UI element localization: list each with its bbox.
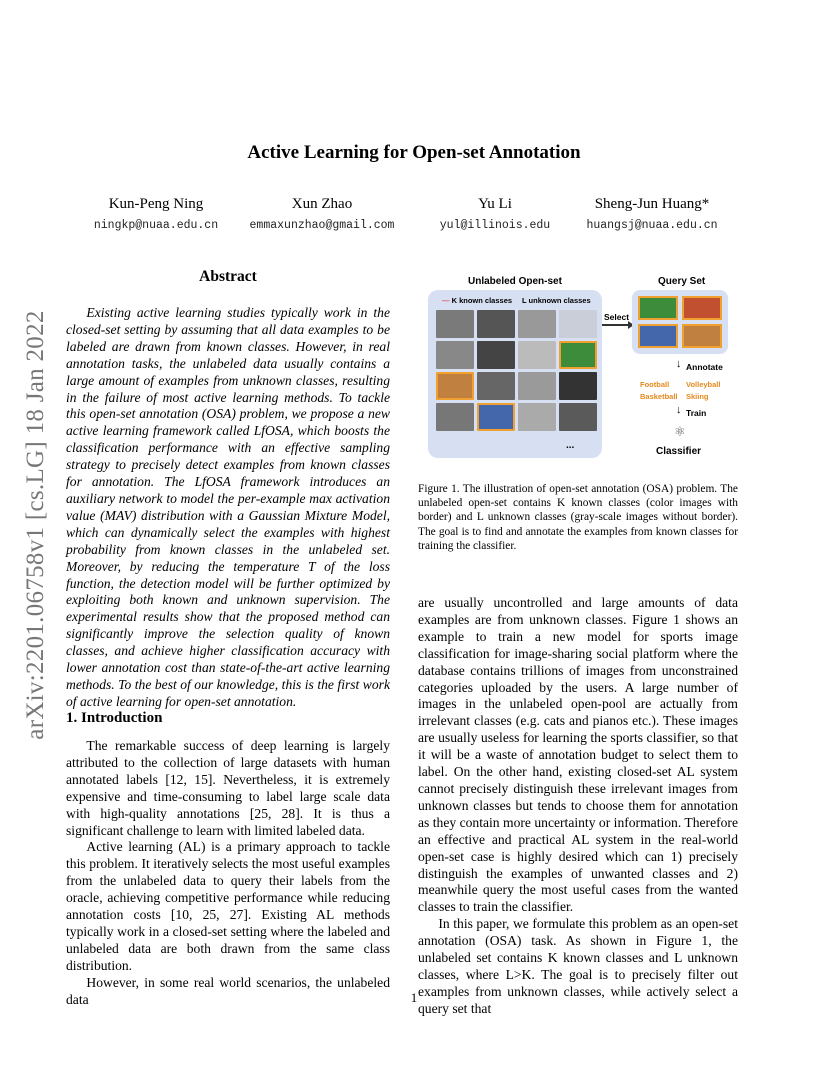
right-paragraph-1: are usually uncontrolled and large amounts of data examples are from unknown classes. Figure 1 shows an example to train a new model for sports image classification for image-sharing social platform where the database contains trillions of images from unconstrained categories uploaded by the users. A large number of images in the unlabeled open-pool are actually from irrelevant classes (e.g. cats and pianos etc.). These images are usually useless for learning the sports classifier, so that it will be a waste of annotation budget to select them to label. On the other hand, existing closed-set AL system cannot precisely distinguish these irrelevant images from unknown classes but tends to choose them for annotation as they contain more uncertainty or information. Therefore an effective and practical AL system in the real-world open-set case is highly desired which can 1) precisely distinguish the examples of unwanted classes and 2) meanwhile query the most useful cases from the wanted classes to train the classifier. [418, 595, 738, 915]
section-heading: 1. Introduction [66, 710, 163, 726]
class-label: Football [640, 380, 670, 389]
image-grid [436, 310, 597, 431]
more-ellipsis: ... [566, 440, 575, 451]
image-tile [559, 310, 597, 338]
select-label: Select [604, 312, 630, 322]
query-tile [682, 324, 722, 348]
image-tile [518, 310, 556, 338]
query-tile [682, 296, 722, 320]
arxiv-stamp-text: arXiv:2201.06758v1 [cs.LG] 18 Jan 2022 [22, 310, 49, 740]
image-tile [477, 372, 515, 400]
paper-title: Active Learning for Open-set Annotation [247, 142, 581, 163]
known-classes-label: — K known classes [442, 296, 513, 305]
author-name: Sheng-Jun Huang* [594, 196, 710, 212]
query-tile [638, 296, 678, 320]
author-4 [570, 196, 734, 232]
author-3 [420, 196, 570, 232]
image-tile [559, 403, 597, 431]
image-tile [518, 372, 556, 400]
annotate-label: Annotate [686, 362, 723, 372]
class-label: Basketball [640, 392, 678, 401]
author-1 [76, 196, 236, 232]
image-tile [559, 341, 597, 369]
author-email: ningkp@nuaa.edu.cn [93, 219, 219, 232]
abstract-text: Existing active learning studies typically work in the closed-set setting by assuming that all data examples to be labeled are drawn from known classes. However, in real annotation tasks, the unlabeled data usually contains a large amount of examples from unknown classes, resulting in the failure of most active learning methods. To tackle this open-set annotation (OSA) problem, we propose a new active learning framework called LfOSA, which boosts the classification performance with an effective sampling strategy to precisely detect examples from known classes for annotation. The LfOSA framework introduces an auxiliary network to model the per-example max activation value (MAV) distribution with a Gaussian Mixture Model, which can dynamically select the examples with highest probability from known classes in the unlabeled set. Moreover, by reducing the temperature T of the loss function, the detection model will be further optimized by exploiting both known and unknown supervision. The experimental results show that the proposed method can significantly improve the selection quality of known classes, and achieve higher classification accuracy with lower annotation cost than state-of-the-art active learning methods. To the best of our knowledge, this is the first work of active learning for open-set annotation. [66, 305, 390, 709]
query-tile [638, 324, 678, 348]
network-icon: ⚛ [674, 424, 686, 439]
class-label: Volleyball [686, 380, 721, 389]
author-email: emmaxunzhao@gmail.com [249, 219, 395, 232]
image-tile [477, 341, 515, 369]
image-tile [436, 310, 474, 338]
unlabeled-panel [428, 290, 602, 458]
intro-paragraph-2: Active learning (AL) is a primary approach to tackle this problem. It iteratively selects the most useful examples from the unlabeled data to query their labels from the oracle, achieving competitive performance while reducing annotation costs [10, 25, 27]. Existing AL methods typically work in a closed-set setting where the labeled and unlabeled data are both drawn from the same class distribution. [66, 839, 390, 973]
page-number: 1 [410, 990, 418, 1005]
query-panel [632, 290, 728, 354]
image-tile [436, 341, 474, 369]
select-arrow [602, 324, 632, 326]
right-paragraph-2: In this paper, we formulate this problem as an open-set annotation (OSA) task. As shown in Figure 1, the unlabeled set contains K known classes and L unknown classes, where L>K. The goal is to precisely filter out examples from unknown classes, while actively select a query set that [418, 916, 738, 1016]
image-tile [518, 403, 556, 431]
image-tile [436, 403, 474, 431]
image-tile [559, 372, 597, 400]
figure-1 [424, 274, 742, 464]
image-tile [436, 372, 474, 400]
author-email: yul@illinois.edu [439, 219, 551, 232]
author-name: Xun Zhao [291, 196, 353, 212]
train-arrow-icon: ↓ [676, 404, 682, 416]
author-name: Yu Li [478, 196, 512, 212]
train-label: Train [686, 408, 707, 418]
arxiv-stamp [16, 290, 56, 760]
annotate-arrow-icon: ↓ [676, 358, 682, 370]
intro-paragraph-3: However, in some real world scenarios, the unlabeled data [66, 974, 390, 1007]
right-column [418, 595, 738, 1018]
classifier-label: Classifier [656, 446, 702, 457]
query-grid [638, 296, 722, 348]
image-tile [477, 310, 515, 338]
abstract-heading: Abstract [199, 268, 257, 285]
figure-caption: Figure 1. The illustration of open-set annotation (OSA) problem. The unlabeled open-set contains K known classes (color images with border) and L unknown classes (gray-scale images without border). The goal is to find and annotate the examples from known classes for training the classifier. [418, 483, 738, 552]
image-tile [518, 341, 556, 369]
unlabeled-title: Unlabeled Open-set [468, 276, 562, 287]
author-email: huangsj@nuaa.edu.cn [586, 219, 718, 232]
image-tile [477, 403, 515, 431]
intro-paragraph-1: The remarkable success of deep learning is largely attributed to the collection of large datasets with human annotated labels [12, 15]. Nevertheless, it is extremely expensive and time-consuming to label large scale data with high-quality annotations [25, 28]. It is thus a significant challenge to learn with limited labeled data. [66, 738, 390, 838]
author-name: Kun-Peng Ning [108, 196, 204, 212]
author-2 [236, 196, 408, 232]
query-title: Query Set [658, 276, 706, 287]
unknown-classes-label: L unknown classes [522, 296, 591, 305]
class-label: Skiing [686, 392, 709, 401]
intro-column [66, 738, 390, 1009]
